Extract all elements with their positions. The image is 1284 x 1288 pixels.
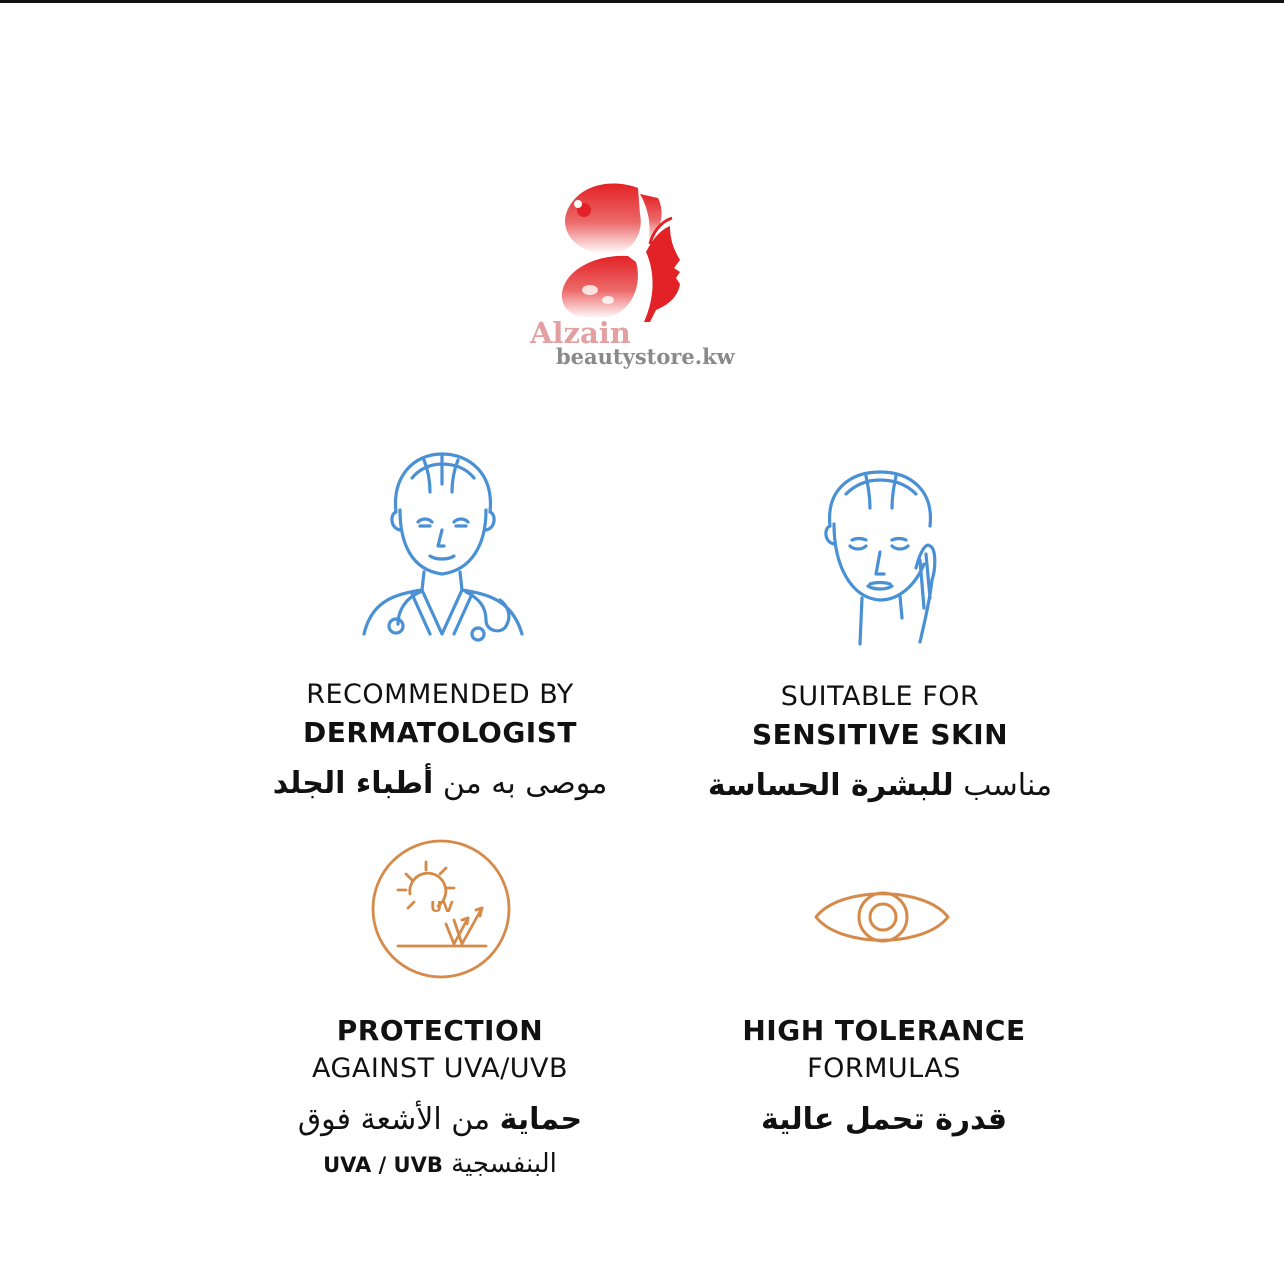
uv-protection-icon [370,838,512,980]
feature-arabic-line2-latin: UVA / UVB [323,1153,443,1177]
feature-arabic-regular: من الأشعة فوق [297,1102,500,1137]
feature-high-tolerance-formulas [664,1012,1104,1142]
brand-logo [520,178,760,378]
sensitive-skin-face-icon [820,468,944,648]
eye-icon [812,880,952,954]
feature-line1: SUITABLE FOR [780,681,980,712]
feature-arabic-regular: مناسب [953,768,1053,803]
feature-arabic [220,1098,660,1142]
dermatologist-icon [350,448,536,644]
feature-arabic [664,1098,1104,1142]
butterfly-face-logo-icon [520,178,760,328]
feature-line2: FORMULAS [807,1053,961,1084]
top-border [0,0,1284,3]
feature-arabic-line2-regular: البنفسجية [442,1149,557,1179]
feature-arabic-bold: قدرة تحمل عالية [760,1102,1008,1137]
feature-arabic-bold: للبشرة الحساسة [707,768,954,803]
feature-arabic-regular: موصى به من [433,766,608,801]
feature-line2: DERMATOLOGIST [302,716,577,749]
feature-recommended-by-dermatologist [220,676,660,806]
feature-arabic-bold: أطباء الجلد [272,766,434,801]
brand-domain: beautystore.kw [556,344,735,369]
feature-suitable-for-sensitive-skin [660,678,1100,808]
feature-line1: HIGH TOLERANCE [742,1014,1026,1047]
feature-line2: SENSITIVE SKIN [751,718,1009,751]
uv-label: UV [430,898,454,916]
feature-arabic-line2 [220,1144,660,1185]
feature-line2: AGAINST UVA/UVB [311,1053,569,1084]
feature-line1: PROTECTION [336,1014,544,1047]
feature-arabic [220,762,660,806]
feature-line1: RECOMMENDED BY [306,679,574,710]
brand-name: Alzain [530,316,631,350]
feature-arabic [660,764,1100,808]
feature-arabic-bold: حماية [499,1102,583,1137]
feature-uv-protection [220,1012,660,1185]
